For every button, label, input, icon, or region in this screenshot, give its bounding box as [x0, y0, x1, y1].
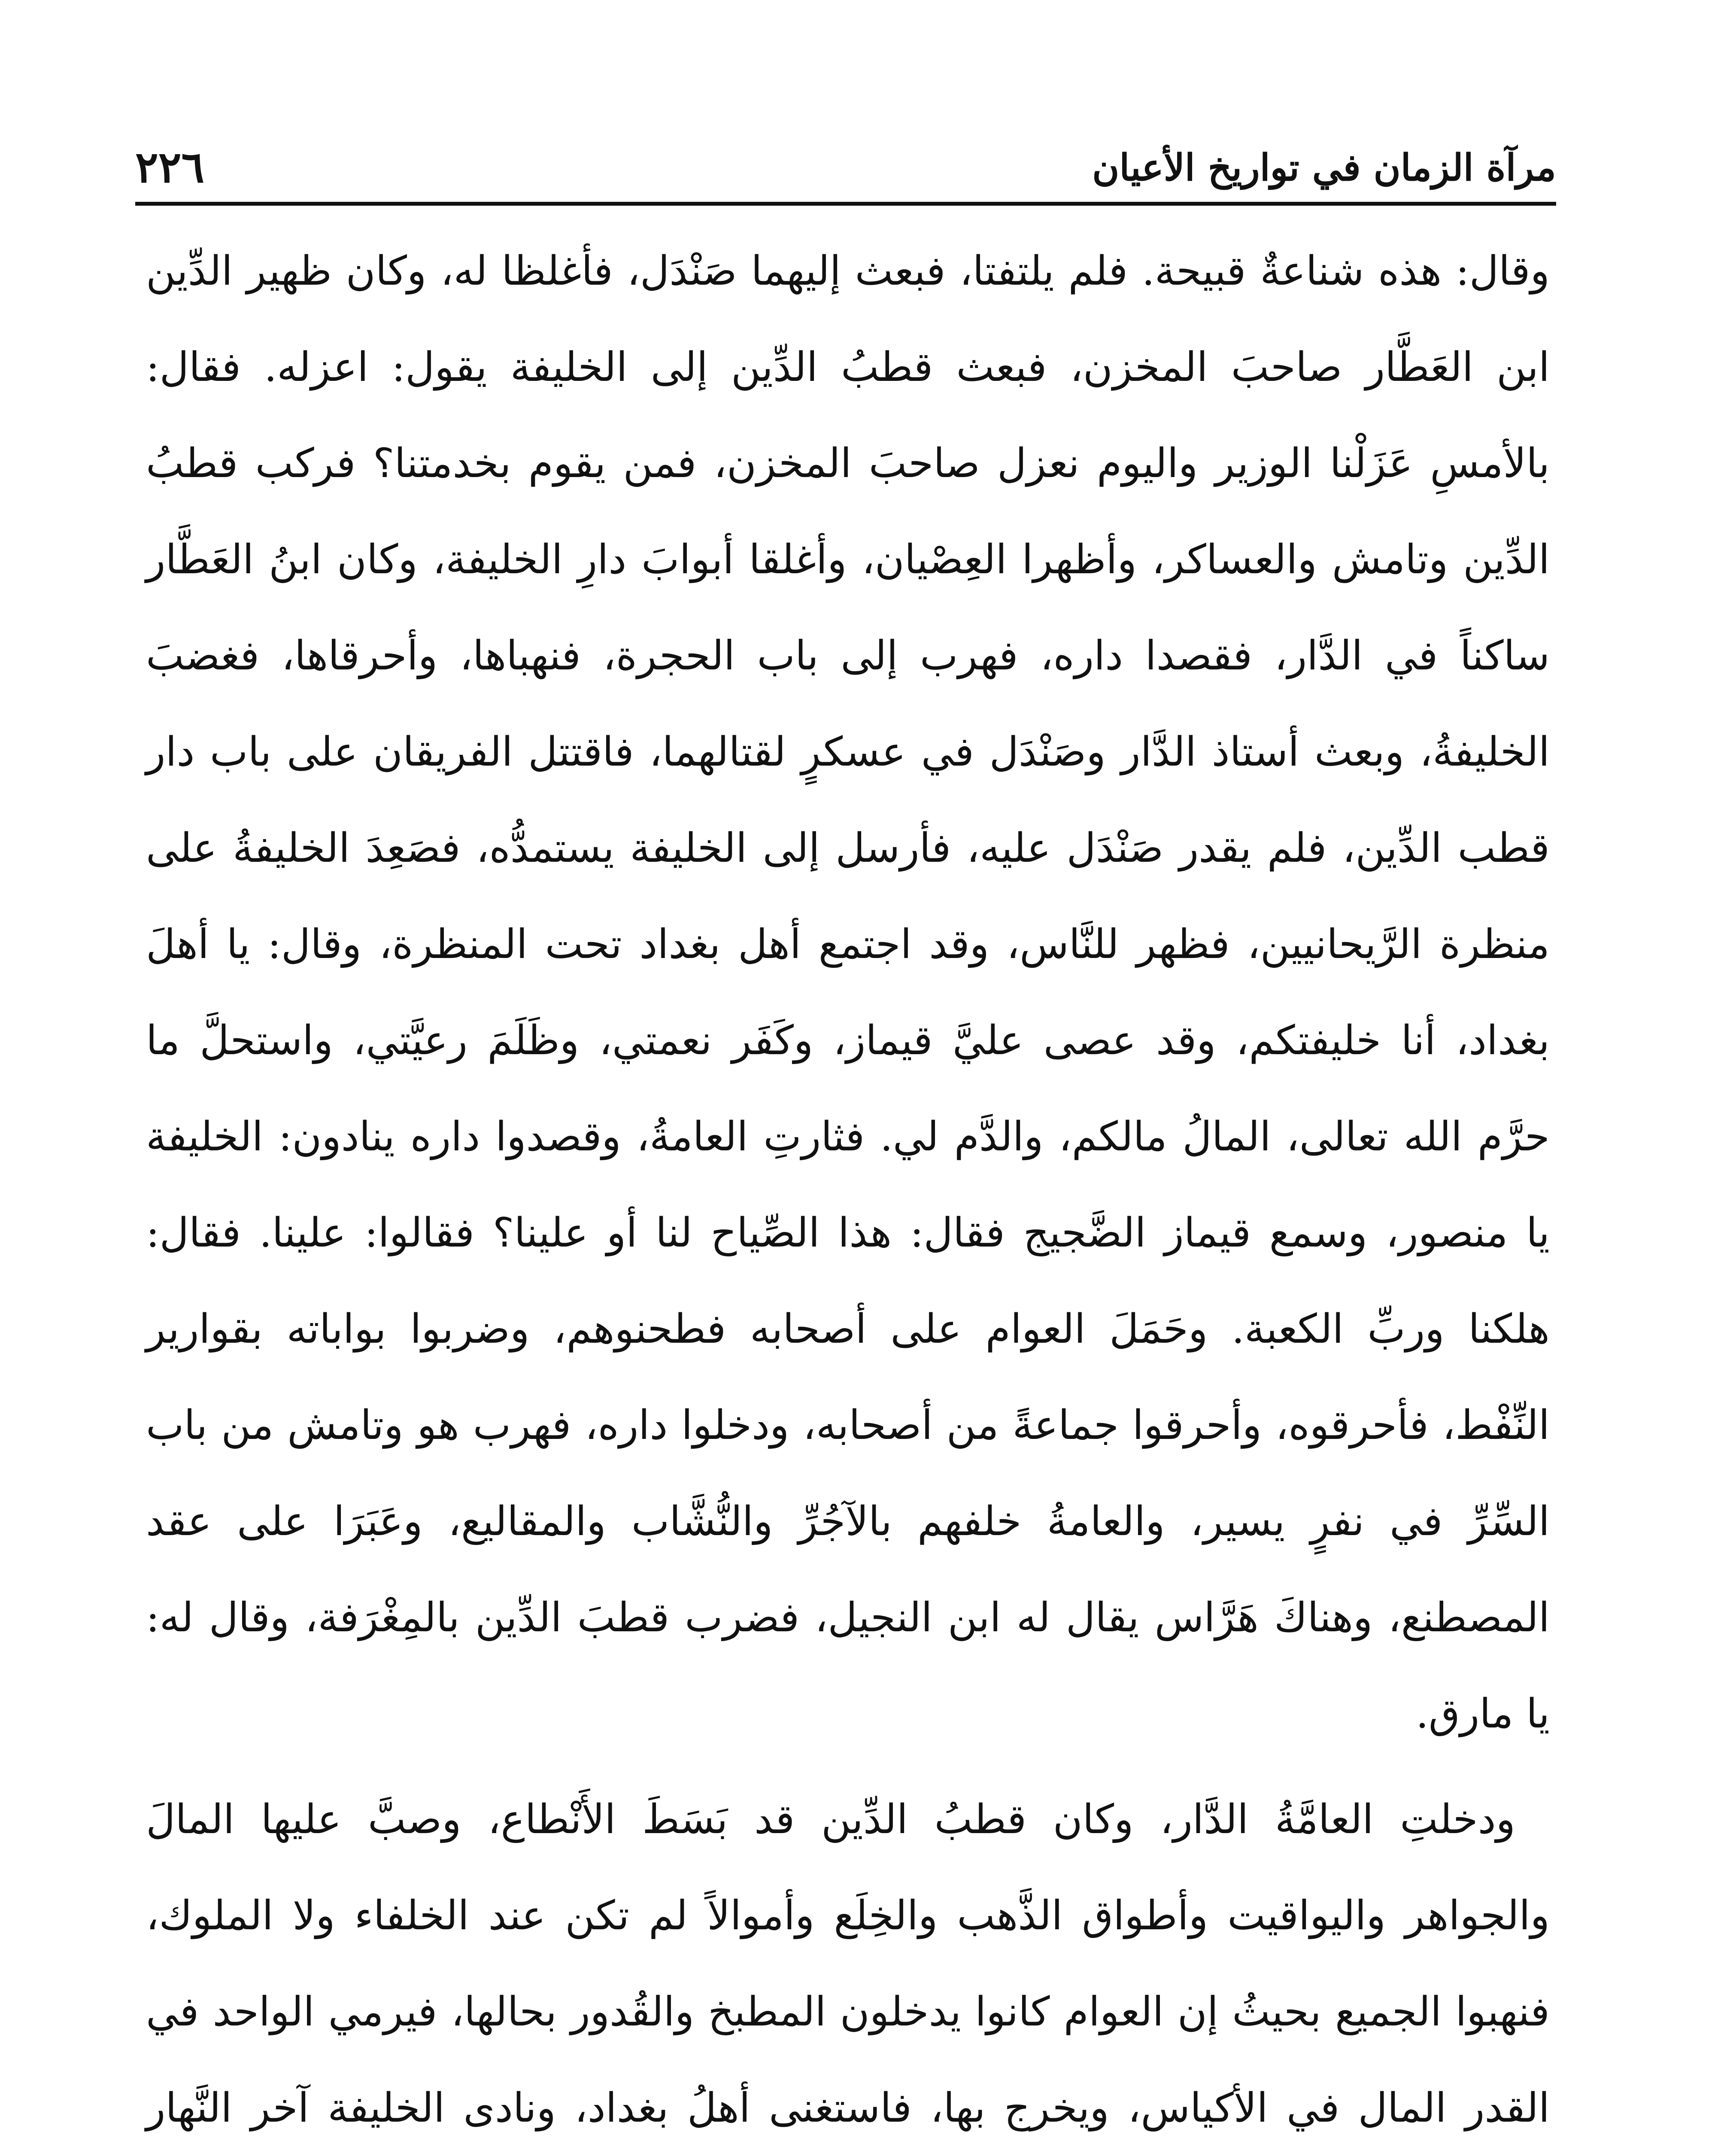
- running-title: مرآة الزمان في تواريخ الأعيان: [1092, 146, 1556, 189]
- body-text: [146, 223, 1550, 2147]
- paragraph: [146, 1772, 1550, 2147]
- paragraph-text: وقال: هذه شناعةٌ قبيحة. فلم يلتفتا، فبعث إليهما صَنْدَل، فأغلظا له، وكان ظهير الدِّين ابن العَطَّار صاحبَ المخزن، فبعث قطبُ الدِّين إلى الخليفة يقول: اعزله. فقال: بالأمسِ عَزَلْنا الوزير واليوم نعزل صاحبَ المخزن، فمن يقوم بخدمتنا؟ فركب قطبُ الدِّين وتامش والعساكر، وأظهرا العِصْيان، وأغلقا أبوابَ دارِ الخليفة، وكان ابنُ العَطَّار ساكناً في الدَّار، فقصدا داره، فهرب إلى باب الحجرة، فنهباها، وأحرقاها، فغضبَ الخليفةُ، وبعث أستاذ الدَّار وصَنْدَل في عسكرٍ لقتالهما، فاقتتل الفريقان على باب دار قطب الدِّين، فلم يقدر صَنْدَل عليه، فأرسل إلى الخليفة يستمدُّه، فصَعِدَ الخليفةُ على منظرة الرَّيحانيين، فظهر للنَّاس، وقد اجتمع أهل بغداد تحت المنظرة، وقال: يا أهلَ بغداد، أنا خليفتكم، وقد عصى عليَّ قيماز، وكَفَر نعمتي، وظَلَمَ رعيَّتي، واستحلَّ ما حرَّم الله تعالى، المالُ مالكم، والدَّم لي. فثارتِ العامةُ، وقصدوا داره ينادون: الخليفة يا منصور، وسمع قيماز الضَّجيج فقال: هذا الصِّياح لنا أو علينا؟ فقالوا: علينا. فقال: هلكنا وربِّ الكعبة. وحَمَلَ العوام على أصحابه فطحنوهم، وضربوا بواباته بقوارير النِّفْط، فأحرقوه، وأحرقوا جماعةً من أصحابه، ودخلوا داره، فهرب هو وتامش من باب السِّرِّ في نفرٍ يسير، والعامةُ خلفهم بالآجُرِّ والنُّشَّاب والمقاليع، وعَبَرَا على عقد المصطنع، وهناكَ هَرَّاس يقال له ابن النجيل، فضرب قطبَ الدِّين بالمِغْرَفة، وقال له: يا مارق.: [146, 248, 1550, 1737]
- header-divider: [135, 202, 1556, 206]
- paragraph: [146, 223, 1550, 1762]
- page-header: [135, 142, 1556, 206]
- paragraph-text: ودخلتِ العامَّةُ الدَّار، وكان قطبُ الدِّين قد بَسَطَ الأَنْطاع، وصبَّ عليها المالَ والجواهر واليواقيت وأطواق الذَّهب والخِلَع وأموالاً لم تكن عند الخلفاء ولا الملوك، فنهبوا الجميع بحيثُ إن العوام كانوا يدخلون المطبخ والقُدور بحالها، فيرمي الواحد في القدر المال في الأكياس، ويخرج بها، فاستغنى أهلُ بغداد، ونادى الخليفة آخر النَّهار: [146, 1796, 1550, 2132]
- page-number: ٢٢٦: [135, 142, 205, 192]
